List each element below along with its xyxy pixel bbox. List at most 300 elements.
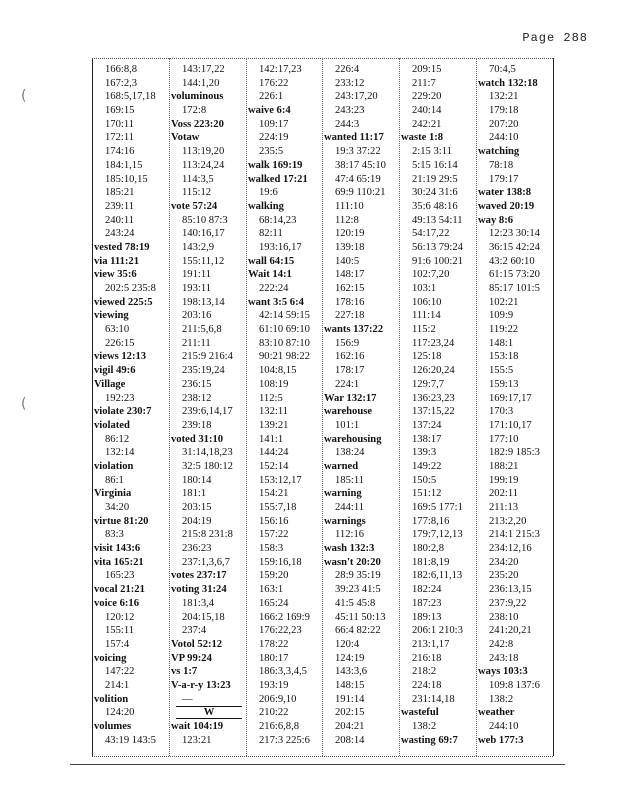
index-term: vocal 21:21 [94, 584, 145, 596]
index-reference: 101:1 [335, 419, 360, 431]
index-reference: 142:17,23 [259, 64, 302, 75]
index-reference: 112:16 [335, 529, 365, 541]
index-reference: 240:14 [412, 105, 442, 117]
index-reference: 211:13 [489, 502, 519, 513]
index-reference: 21:19 29:5 [412, 173, 458, 185]
index-term: viewed 225:5 [94, 296, 153, 308]
index-reference: 185:11 [335, 474, 365, 486]
index-reference: 111:10 [335, 200, 364, 212]
index-reference: 236:23 [182, 543, 212, 555]
index-term: vote 57:24 [171, 200, 218, 212]
index-term: War 132:17 [324, 392, 377, 404]
index-term: warned [324, 460, 359, 472]
index-reference: 189:13 [412, 611, 442, 623]
index-reference: 162:16 [335, 351, 365, 363]
index-reference: 124:19 [335, 652, 365, 664]
index-reference: 32:5 180:12 [182, 460, 233, 472]
index-reference: 242:8 [489, 638, 514, 650]
index-reference: 155:11,12 [182, 255, 225, 267]
section-letter-heading [171, 706, 247, 720]
index-term: vita 165:21 [94, 556, 144, 568]
binder-hole-mark: ( [21, 88, 27, 104]
index-reference: 188:21 [489, 460, 519, 472]
index-term: waved 20:19 [478, 200, 535, 212]
index-reference: 159:20 [259, 570, 289, 582]
index-reference: 102:7,20 [412, 269, 450, 281]
index-reference: 215:8 231:8 [182, 529, 233, 541]
index-reference: 239:6,14,17 [182, 406, 233, 418]
index-reference: 226:1 [259, 91, 284, 103]
index-reference: 237:4 [182, 625, 207, 637]
index-reference: 129:7,7 [412, 378, 445, 390]
index-reference: 211:11 [182, 337, 211, 349]
index-reference: 117:23,24 [412, 337, 455, 349]
index-reference: 90:21 98:22 [259, 351, 310, 363]
index-reference: 180:14 [182, 474, 212, 486]
index-reference: 43:2 60:10 [489, 255, 535, 267]
index-term: Wait 14:1 [248, 269, 292, 281]
index-column-1 [94, 63, 170, 747]
index-reference: 179:18 [489, 105, 519, 117]
index-reference: 174:16 [105, 146, 135, 158]
index-reference: 30:24 31:6 [412, 187, 458, 199]
index-reference: 139:21 [259, 419, 289, 431]
index-term: violation [94, 460, 134, 472]
index-reference: 222:24 [259, 283, 289, 294]
index-term: warnings [324, 515, 366, 527]
index-reference: 204:21 [335, 721, 365, 732]
index-reference: 178:22 [259, 638, 289, 650]
index-reference: 234:12,16 [489, 543, 532, 555]
index-term: visit 143:6 [94, 543, 141, 555]
index-term: walk 169:19 [248, 159, 303, 171]
index-reference: 147:22 [105, 666, 135, 678]
index-reference: 157:22 [259, 529, 289, 541]
index-reference: 111:14 [412, 310, 441, 322]
frame-bottom-rule [92, 756, 553, 757]
index-reference: 28:9 35:19 [335, 570, 381, 582]
index-reference: 224:19 [259, 132, 289, 144]
index-reference: 124:20 [105, 707, 135, 719]
index-reference: 215:9 216:4 [182, 351, 233, 363]
index-reference: 170:11 [105, 118, 135, 130]
index-reference: 181:8,19 [412, 556, 450, 568]
index-term: warehouse [324, 406, 373, 418]
index-reference: 155:7,18 [259, 502, 297, 513]
index-term: votes 237:17 [171, 570, 227, 582]
index-reference: 169:5 177:1 [412, 502, 463, 513]
index-reference: 166:8,8 [105, 64, 138, 75]
index-reference: 227:18 [335, 310, 365, 322]
index-reference: 41:5 45:8 [335, 597, 376, 609]
index-reference: 184:1,15 [105, 159, 143, 171]
index-reference: 143:17,22 [182, 64, 225, 75]
index-reference: 202:11 [489, 488, 519, 500]
index-reference: 5:15 16:14 [412, 159, 458, 171]
index-reference: 39:23 41:5 [335, 584, 381, 596]
index-reference: 106:10 [412, 296, 442, 308]
index-term: wash 132:3 [324, 543, 375, 555]
index-reference: 204:15,18 [182, 611, 225, 623]
index-term: waste 1:8 [401, 132, 444, 144]
index-reference: 86:12 [105, 433, 130, 445]
index-term: water 138:8 [478, 187, 532, 199]
index-reference: 123:21 [182, 734, 212, 746]
index-reference: 199:19 [489, 474, 519, 486]
index-term: walking [248, 200, 284, 212]
index-term: vigil 49:6 [94, 365, 136, 377]
index-reference: 83:10 87:10 [259, 337, 310, 349]
index-reference: 218:2 [412, 666, 437, 678]
index-reference: 242:21 [412, 118, 442, 130]
index-reference: 176:22 [259, 77, 289, 89]
index-reference: 138:2 [489, 693, 514, 705]
index-reference: 243:17,20 [335, 91, 378, 103]
index-reference: 155:11 [105, 625, 135, 637]
index-term: watching [478, 146, 520, 158]
index-reference: 168:5,17,18 [105, 91, 156, 103]
index-term: voting 31:24 [171, 584, 227, 596]
index-reference: 157:4 [105, 638, 130, 650]
index-reference: 243:24 [105, 228, 135, 240]
index-reference: 153:12,17 [259, 474, 302, 486]
index-term: via 111:21 [94, 255, 140, 267]
index-reference: 235:19,24 [182, 365, 225, 377]
index-reference: 69:9 110:21 [335, 187, 386, 199]
index-term: Votol 52:12 [171, 638, 223, 650]
index-reference: 204:19 [182, 515, 212, 527]
index-term: wants 137:22 [324, 324, 384, 336]
index-reference: 104:8,15 [259, 365, 297, 377]
index-reference: 185:21 [105, 187, 135, 199]
index-reference: 144:24 [259, 447, 289, 459]
index-reference: 108:19 [259, 378, 289, 390]
index-term: wanted 11:17 [324, 132, 384, 144]
index-reference: 132:21 [489, 91, 519, 103]
index-reference: 172:11 [105, 132, 135, 144]
index-reference: 193:19 [259, 679, 289, 691]
index-reference: 180:2,8 [412, 543, 445, 555]
index-reference: 214:1 [105, 679, 130, 691]
index-reference: 207:20 [489, 118, 519, 130]
index-reference: 140:5 [335, 255, 360, 267]
index-reference: 186:3,3,4,5 [259, 666, 307, 678]
index-reference: — [182, 693, 193, 705]
index-reference: 169:17,17 [489, 392, 532, 404]
index-reference: 137:24 [412, 419, 442, 431]
index-term: warehousing [324, 433, 382, 445]
binder-hole-mark: ( [21, 396, 27, 412]
index-reference: 202:15 [335, 707, 365, 719]
index-reference: 113:19,20 [182, 146, 225, 158]
index-reference: 211:5,6,8 [182, 324, 222, 336]
index-reference: 193:11 [182, 283, 212, 294]
page-number: Page 288 [522, 31, 588, 45]
index-reference: 179:7,12,13 [412, 529, 463, 541]
index-reference: 103:1 [412, 283, 437, 294]
index-reference: 237:1,3,6,7 [182, 556, 230, 568]
index-term: Village [94, 378, 126, 390]
section-letter: W [176, 706, 242, 719]
index-term: voice 6:16 [94, 597, 140, 609]
index-reference: 165:24 [259, 597, 289, 609]
index-reference: 83:3 [105, 529, 124, 541]
index-reference: 244:10 [489, 721, 519, 732]
index-reference: 152:14 [259, 460, 289, 472]
index-reference: 140:16,17 [182, 228, 225, 240]
index-reference: 210:22 [259, 707, 289, 719]
index-reference: 156:9 [335, 337, 360, 349]
index-reference: 158:3 [259, 543, 284, 555]
index-reference: 132:11 [259, 406, 289, 418]
index-reference: 102:21 [489, 296, 519, 308]
index-reference: 235:20 [489, 570, 519, 582]
index-reference: 38:17 45:10 [335, 159, 386, 171]
index-column-5 [401, 63, 477, 747]
index-reference: 138:24 [335, 447, 365, 459]
index-reference: 238:12 [182, 392, 212, 404]
index-reference: 237:9,22 [489, 597, 527, 609]
index-reference: 159:16,18 [259, 556, 302, 568]
index-reference: 191:14 [335, 693, 365, 705]
index-column-6 [478, 63, 554, 747]
index-term: view 35:6 [94, 269, 137, 281]
index-reference: 61:10 69:10 [259, 324, 310, 336]
index-column-4 [324, 63, 400, 747]
index-reference: 193:16,17 [259, 241, 302, 253]
index-reference: 109:17 [259, 118, 289, 130]
index-reference: 178:16 [335, 296, 365, 308]
index-term: wasteful [401, 707, 439, 719]
index-term: wait 104:19 [171, 721, 224, 732]
index-reference: 109:8 137:6 [489, 679, 540, 691]
index-reference: 119:22 [489, 324, 519, 336]
index-reference: 143:3,6 [335, 666, 368, 678]
index-reference: 138:2 [412, 721, 437, 732]
index-reference: 229:20 [412, 91, 442, 103]
index-reference: 182:6,11,13 [412, 570, 463, 582]
index-reference: 182:9 185:3 [489, 447, 540, 459]
index-column-3 [248, 63, 324, 747]
index-term: vested 78:19 [94, 241, 150, 253]
index-reference: 2:15 3:11 [412, 146, 452, 158]
index-reference: 155:5 [489, 365, 514, 377]
index-reference: 139:3 [412, 447, 437, 459]
index-reference: 112:8 [335, 214, 359, 226]
index-term: waive 6:4 [248, 105, 291, 117]
index-reference: 216:18 [412, 652, 442, 664]
index-reference: 149:22 [412, 460, 442, 472]
index-reference: 177:10 [489, 433, 519, 445]
index-reference: 120:12 [105, 611, 135, 623]
index-reference: 206:9,10 [259, 693, 297, 705]
index-term: walked 17:21 [248, 173, 308, 185]
index-term: web 177:3 [478, 734, 524, 746]
index-reference: 163:1 [259, 584, 284, 596]
index-reference: 236:15 [182, 378, 212, 390]
index-reference: 126:20,24 [412, 365, 455, 377]
index-reference: 148:15 [335, 679, 365, 691]
index-reference: 139:18 [335, 241, 365, 253]
index-reference: 42:14 59:15 [259, 310, 310, 322]
index-reference: 136:23,23 [412, 392, 455, 404]
index-reference: 165:23 [105, 570, 135, 582]
index-reference: 203:16 [182, 310, 212, 322]
index-reference: 113:24,24 [182, 159, 225, 171]
index-reference: 66:4 82:22 [335, 625, 381, 637]
index-term: volition [94, 693, 129, 705]
index-term: Virginia [94, 488, 132, 500]
index-reference: 243:23 [335, 105, 365, 117]
index-reference: 120:4 [335, 638, 360, 650]
index-reference: 159:13 [489, 378, 519, 390]
index-reference: 211:7 [412, 77, 436, 89]
index-term: want 3:5 6:4 [248, 296, 304, 308]
index-term: voluminous [171, 91, 224, 103]
index-reference: 208:14 [335, 734, 365, 746]
index-reference: 169:15 [105, 105, 135, 117]
index-term: way 8:6 [478, 214, 514, 226]
index-reference: 244:11 [335, 502, 365, 513]
index-term: warning [324, 488, 362, 500]
index-term: wall 64:15 [248, 255, 295, 267]
index-reference: 241:20,21 [489, 625, 532, 637]
page-bottom-rule [70, 764, 565, 765]
index-reference: 120:19 [335, 228, 365, 240]
index-reference: 45:11 50:13 [335, 611, 386, 623]
index-term: Voss 223:20 [171, 118, 224, 130]
index-reference: 172:8 [182, 105, 207, 117]
index-term: violate 230:7 [94, 406, 152, 418]
index-reference: 31:14,18,23 [182, 447, 233, 459]
index-term: volumes [94, 721, 132, 732]
index-reference: 19:6 [259, 187, 278, 199]
index-reference: 170:3 [489, 406, 514, 418]
index-term: voicing [94, 652, 127, 664]
index-reference: 234:20 [489, 556, 519, 568]
index-reference: 233:12 [335, 77, 365, 89]
index-term: views 12:13 [94, 351, 147, 363]
index-term: watch 132:18 [478, 77, 538, 89]
index-reference: 226:15 [105, 337, 135, 349]
index-reference: 235:5 [259, 146, 284, 158]
index-reference: 187:23 [412, 597, 442, 609]
index-reference: 178:17 [335, 365, 365, 377]
index-term: viewing [94, 310, 129, 322]
index-reference: 70:4,5 [489, 64, 516, 75]
index-reference: 154:21 [259, 488, 289, 500]
index-reference: 49:13 54:11 [412, 214, 463, 226]
index-reference: 181:1 [182, 488, 207, 500]
index-reference: 198:13,14 [182, 296, 225, 308]
index-reference: 151:12 [412, 488, 442, 500]
index-reference: 54:17,22 [412, 228, 450, 240]
index-reference: 132:14 [105, 447, 135, 459]
index-reference: 180:17 [259, 652, 289, 664]
index-reference: 217:3 225:6 [259, 734, 310, 746]
index-reference: 226:4 [335, 64, 360, 75]
index-reference: 61:15 73:20 [489, 269, 540, 281]
index-reference: 224:18 [412, 679, 442, 691]
index-reference: 192:23 [105, 392, 135, 404]
index-term: Votaw [171, 132, 200, 144]
index-reference: 125:18 [412, 351, 442, 363]
index-reference: 63:10 [105, 324, 130, 336]
index-reference: 209:15 [412, 64, 442, 75]
index-reference: 203:15 [182, 502, 212, 513]
index-reference: 85:10 87:3 [182, 214, 228, 226]
index-reference: 239:11 [105, 200, 135, 212]
index-reference: 114:3,5 [182, 173, 214, 185]
index-term: vs 1:7 [171, 666, 198, 678]
index-reference: 115:12 [182, 187, 212, 199]
index-reference: 202:5 235:8 [105, 283, 156, 294]
index-reference: 213:1,17 [412, 638, 450, 650]
index-term: violated [94, 419, 130, 431]
index-reference: 216:6,8,8 [259, 721, 300, 732]
index-reference: 182:24 [412, 584, 442, 596]
index-reference: 162:15 [335, 283, 365, 294]
index-reference: 19:3 37:22 [335, 146, 381, 158]
index-reference: 12:23 30:14 [489, 228, 540, 240]
index-reference: 214:1 215:3 [489, 529, 540, 541]
index-column-2 [171, 63, 247, 747]
index-reference: 148:1 [489, 337, 514, 349]
index-reference: 244:10 [489, 132, 519, 144]
index-reference: 153:18 [489, 351, 519, 363]
index-term: V-a-r-y 13:23 [171, 679, 231, 691]
index-term: voted 31:10 [171, 433, 224, 445]
index-reference: 34:20 [105, 502, 130, 513]
index-reference: 144:1,20 [182, 77, 220, 89]
index-reference: 238:10 [489, 611, 519, 623]
index-reference: 86:1 [105, 474, 124, 486]
index-reference: 243:18 [489, 652, 519, 664]
index-reference: 156:16 [259, 515, 289, 527]
index-term: virtue 81:20 [94, 515, 149, 527]
index-reference: 143:2,9 [182, 241, 215, 253]
index-reference: 239:18 [182, 419, 212, 431]
index-term: VP 99:24 [171, 652, 212, 664]
index-reference: 167:2,3 [105, 77, 138, 89]
index-reference: 191:11 [182, 269, 212, 281]
index-reference: 244:3 [335, 118, 360, 130]
index-reference: 224:1 [335, 378, 360, 390]
index-reference: 112:5 [259, 392, 283, 404]
index-reference: 236:13,15 [489, 584, 532, 596]
index-reference: 109:9 [489, 310, 514, 322]
index-reference: 240:11 [105, 214, 135, 226]
index-reference: 82:11 [259, 228, 283, 240]
index-reference: 68:14,23 [259, 214, 297, 226]
index-reference: 177:8,16 [412, 515, 450, 527]
index-reference: 91:6 100:21 [412, 255, 463, 267]
index-reference: 35:6 48:16 [412, 200, 458, 212]
index-reference: 171:10,17 [489, 419, 532, 431]
index-reference: 85:17 101:5 [489, 283, 540, 294]
index-reference: 181:3,4 [182, 597, 215, 609]
index-term: wasting 69:7 [401, 734, 458, 746]
index-reference: 148:17 [335, 269, 365, 281]
index-term: weather [478, 707, 515, 719]
index-reference: 137:15,22 [412, 406, 455, 418]
index-reference: 206:1 210:3 [412, 625, 463, 637]
index-reference: 115:2 [412, 324, 436, 336]
index-reference: 138:17 [412, 433, 442, 445]
index-reference: 150:5 [412, 474, 437, 486]
index-term: wasn't 20:20 [324, 556, 381, 568]
index-reference: 213:2,20 [489, 515, 527, 527]
